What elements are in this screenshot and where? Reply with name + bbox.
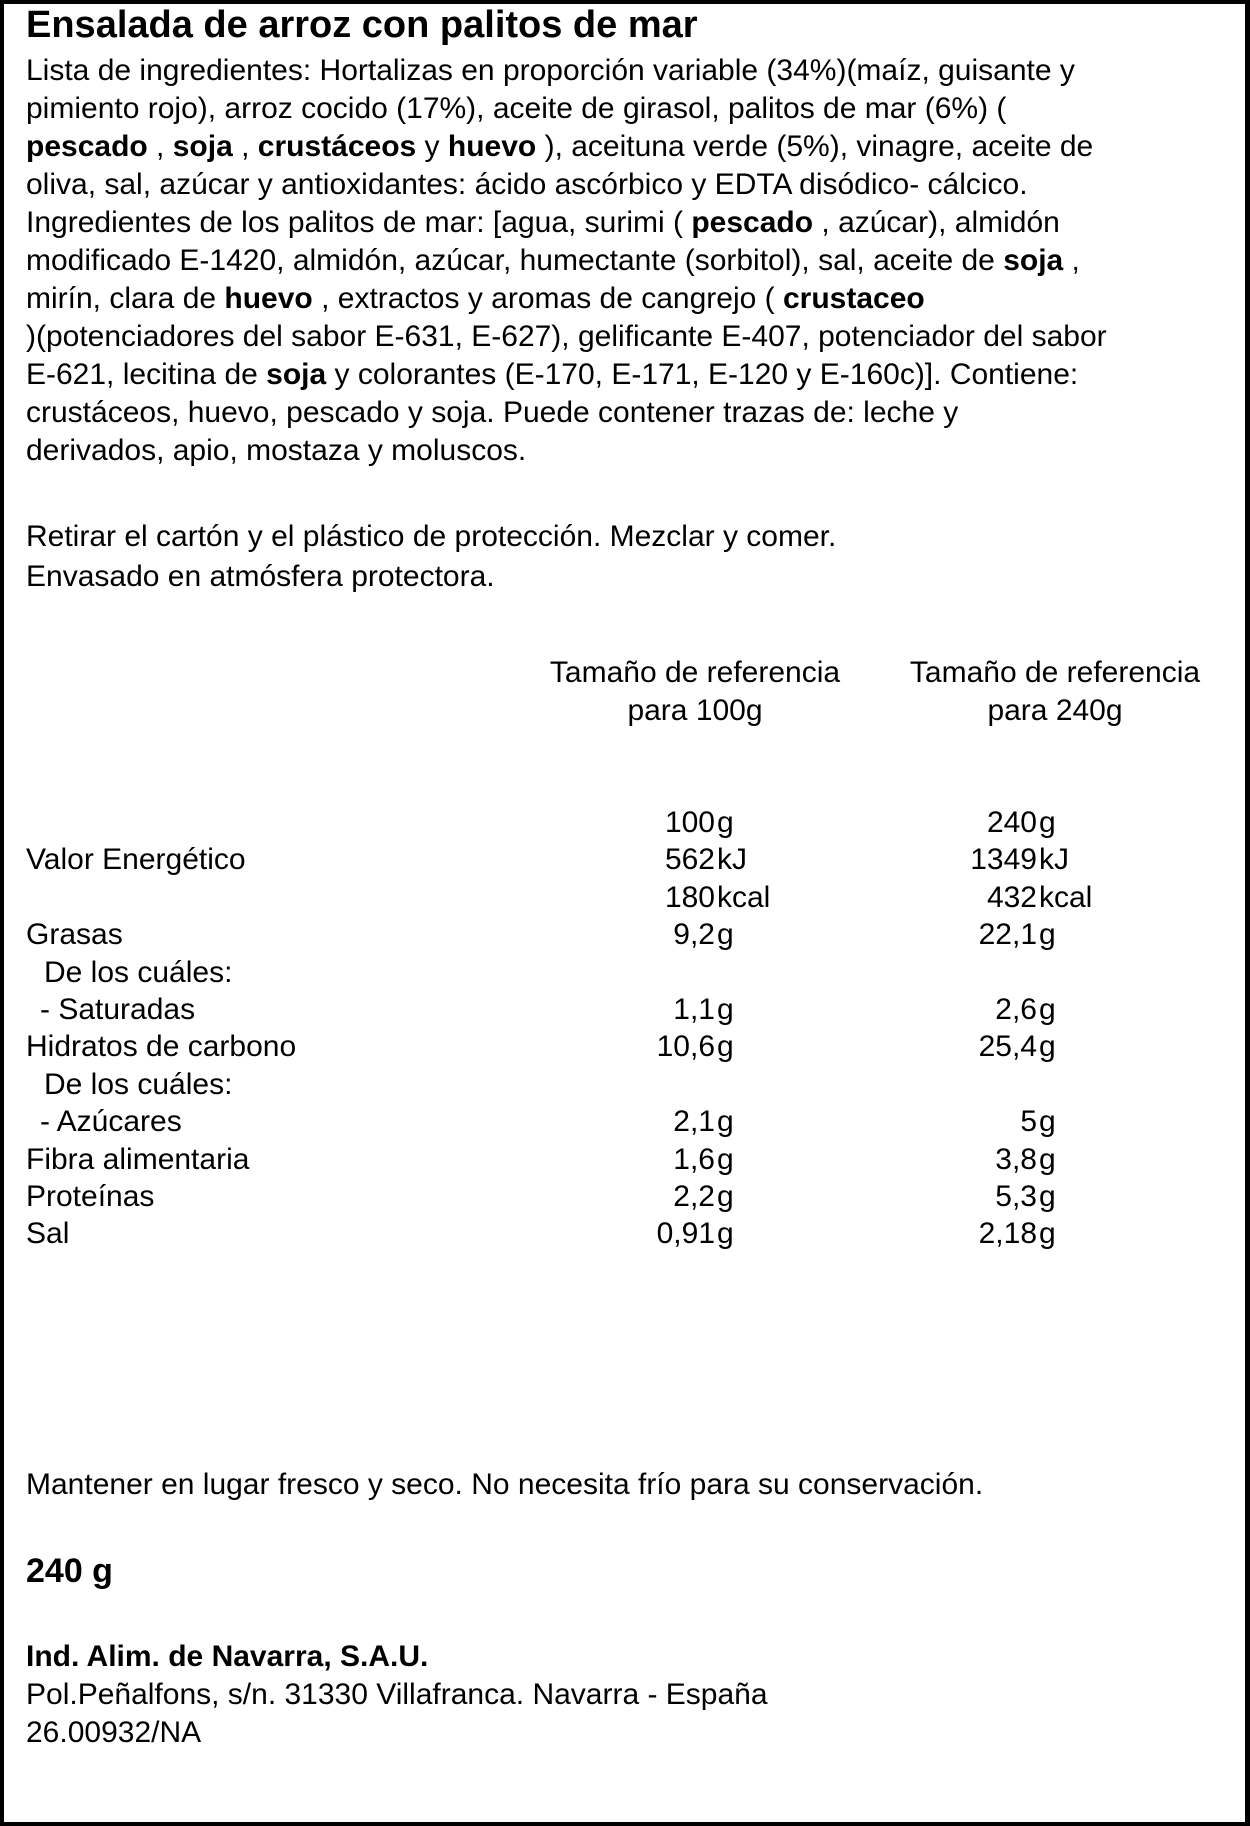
ingredient-text: , [232,130,258,163]
ingredients-line [26,394,1226,432]
unit-per-240g: kcal [1039,881,1093,914]
ingredient-text: , extractos y aromas de cangrejo ( [312,282,783,315]
value-per-240g: 2,6 [995,993,1037,1026]
nutrient-label: Sal [26,1217,70,1250]
nutrition-row [0,841,1250,879]
unit-per-240g: g [1039,993,1056,1026]
value-per-100g: 180 [664,881,715,914]
value-per-240g: 3,8 [995,1143,1037,1176]
nutrition-row [0,1141,1250,1179]
unit-per-100g: g [717,1143,734,1176]
allergen-text: crustáceos [257,130,417,163]
nutrition-row [0,991,1250,1029]
unit-per-240g: g [1039,1030,1056,1063]
registry-number: 26.00932/NA [26,1716,202,1749]
unit-per-240g: g [1039,1105,1056,1138]
unit-per-100g: g [717,993,734,1026]
unit-per-100g: g [717,1030,734,1063]
nutrition-row [0,1028,1250,1066]
header-line: para 100g [627,694,763,727]
product-title: Ensalada de arroz con palitos de mar [26,4,698,46]
nutrition-row [0,1066,1250,1104]
ingredient-text: y [416,130,448,163]
nutrient-label: - Azúcares [40,1105,182,1138]
value-per-100g: 2,2 [673,1180,715,1213]
ingredient-text: Lista de ingredientes: Hortalizas en proporción variable (34%)(maíz, guisante y [26,54,1075,87]
value-per-100g: 0,91 [656,1217,715,1250]
ingredients-line [26,242,1226,280]
value-per-240g: 5,3 [995,1180,1037,1213]
ingredients-line [26,128,1226,166]
allergen-text: huevo [447,130,537,163]
nutrition-row [0,954,1250,992]
allergen-text: soja [1003,244,1064,277]
ingredient-text: modificado E-1420, almidón, azúcar, humectante (sorbitol), sal, aceite de [26,244,1004,277]
value-per-100g: 9,2 [673,918,715,951]
nutrition-header-per-100g [525,654,865,730]
ingredient-text: crustáceos, huevo, pescado y soja. Puede contener trazas de: leche y [26,396,959,429]
value-per-240g: 1349 [970,843,1037,876]
packaging-note: Envasado en atmósfera protectora. [26,560,495,593]
nutrition-row [0,916,1250,954]
unit-per-240g: g [1039,918,1056,951]
header-line: para 240g [987,694,1123,727]
value-per-100g: 562 [664,843,715,876]
ingredient-text: )(potenciadores del sabor E-631, E-627), gelificante E-407, potenciador del sabor [26,320,1107,353]
nutrient-label: Proteínas [26,1180,155,1213]
nutrient-label: Hidratos de carbono [26,1030,297,1063]
ingredient-text: oliva, sal, azúcar y antioxidantes: ácido ascórbico y EDTA disódico- cálcico. [26,168,1028,201]
value-per-100g: 2,1 [673,1105,715,1138]
allergen-text: soja [266,358,327,391]
allergen-text: huevo [224,282,313,315]
allergen-text: pescado [26,130,148,163]
header-line: Tamaño de referencia [909,656,1201,689]
nutrient-label: Grasas [26,918,123,951]
ingredients-line [26,318,1226,356]
value-per-100g: 1,6 [673,1143,715,1176]
value-per-240g: 5 [1020,1105,1037,1138]
value-per-100g: 100 [664,806,715,839]
ingredients-line [26,166,1226,204]
unit-per-100g: g [717,1180,734,1213]
value-per-240g: 25,4 [978,1030,1037,1063]
ingredients-line [26,204,1226,242]
ingredients-line [26,52,1226,90]
unit-per-100g: g [717,806,734,839]
ingredients-list [26,52,1226,470]
allergen-text: crustaceo [782,282,925,315]
unit-per-240g: g [1039,1217,1056,1250]
allergen-text: soja [172,130,233,163]
ingredients-line [26,280,1226,318]
company-address: Pol.Peñalfons, s/n. 31330 Villafranca. Navarra - España [26,1678,768,1711]
unit-per-240g: g [1039,806,1056,839]
ingredient-text: ), aceituna verde (5%), vinagre, aceite de [536,130,1094,163]
ingredient-text: , azúcar), almidón [813,206,1060,239]
unit-per-240g: g [1039,1143,1056,1176]
ingredient-text: pimiento rojo), arroz cocido (17%), aceite de girasol, palitos de mar (6%) ( [26,92,1007,125]
nutrient-label: De los cuáles: [44,1068,233,1101]
ingredient-text: Ingredientes de los palitos de mar: [agua, surimi ( [26,206,692,239]
ingredient-text: , [1063,244,1080,277]
unit-per-100g: kJ [717,843,747,876]
unit-per-100g: g [717,918,734,951]
nutrition-row [0,1178,1250,1216]
nutrition-row [0,1103,1250,1141]
nutrient-label: De los cuáles: [44,956,233,989]
ingredient-text: mirín, clara de [26,282,225,315]
nutrient-label: Valor Energético [26,843,246,876]
unit-per-240g: g [1039,1180,1056,1213]
value-per-240g: 2,18 [978,1217,1037,1250]
preparation-instructions: Retirar el cartón y el plástico de protección. Mezclar y comer. [26,520,837,553]
unit-per-100g: g [717,1105,734,1138]
nutrient-label: Fibra alimentaria [26,1143,250,1176]
value-per-100g: 10,6 [656,1030,715,1063]
ingredients-line [26,356,1226,394]
ingredients-line [26,432,1226,470]
ingredient-text: E-621, lecitina de [26,358,267,391]
nutrition-row [0,879,1250,917]
nutrition-row [0,804,1250,842]
ingredient-text: derivados, apio, mostaza y moluscos. [26,434,527,467]
nutrition-row [0,1215,1250,1253]
unit-per-240g: kJ [1039,843,1069,876]
company-name: Ind. Alim. de Navarra, S.A.U. [26,1640,429,1673]
ingredients-line [26,90,1226,128]
unit-per-100g: kcal [717,881,771,914]
nutrition-header-per-240g [885,654,1225,730]
value-per-240g: 432 [986,881,1037,914]
storage-instructions: Mantener en lugar fresco y seco. No necesita frío para su conservación. [26,1468,984,1501]
net-weight: 240 g [26,1552,113,1590]
value-per-240g: 240 [986,806,1037,839]
nutrient-label: - Saturadas [40,993,196,1026]
value-per-100g: 1,1 [673,993,715,1026]
unit-per-100g: g [717,1217,734,1250]
ingredient-text: y colorantes (E-170, E-171, E-120 y E-160c)]. Contiene: [326,358,1079,391]
value-per-240g: 22,1 [978,918,1037,951]
allergen-text: pescado [691,206,814,239]
ingredient-text: , [147,130,173,163]
header-line: Tamaño de referencia [549,656,841,689]
